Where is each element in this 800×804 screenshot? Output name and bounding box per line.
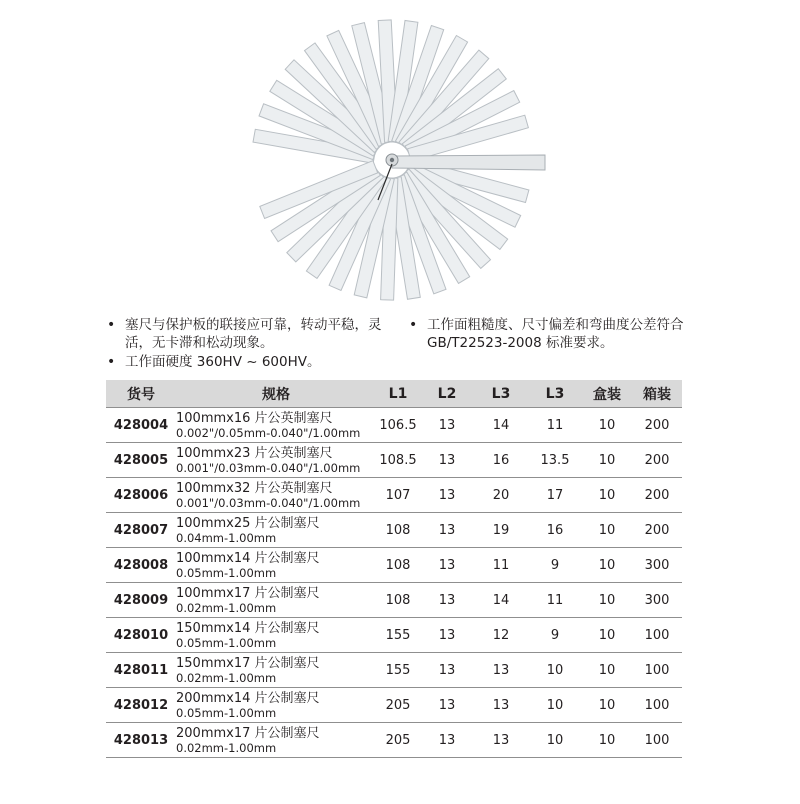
- cell-box: 10: [582, 653, 632, 688]
- header-l1: L1: [376, 380, 420, 408]
- cell-l3: 11: [474, 548, 528, 583]
- cell-l1: 205: [376, 723, 420, 758]
- spec-table: [106, 380, 682, 758]
- cell-l2: 13: [420, 618, 474, 653]
- cell-code: 428009: [106, 583, 176, 618]
- header-spec: 规格: [176, 380, 376, 408]
- cell-box: 10: [582, 478, 632, 513]
- cell-l2: 13: [420, 548, 474, 583]
- cell-carton: 100: [632, 688, 682, 723]
- cell-l2: 13: [420, 688, 474, 723]
- table-row: [106, 548, 682, 583]
- table-row: [106, 478, 682, 513]
- feature-text: 塞尺与保护板的联接应可靠，转动平稳，灵活，无卡滞和松动现象。: [125, 317, 382, 351]
- feeler-gauge-long-blade: [392, 155, 545, 170]
- table-row: [106, 653, 682, 688]
- spec-name: 200mmx17 片公制塞尺: [176, 725, 320, 741]
- table-row: [106, 513, 682, 548]
- cell-box: 10: [582, 548, 632, 583]
- cell-l3: 19: [474, 513, 528, 548]
- cell-l3-second: 9: [528, 548, 582, 583]
- spec-range: 0.002"/0.05mm-0.040"/1.00mm: [176, 425, 361, 440]
- cell-carton: 100: [632, 653, 682, 688]
- cell-spec: [176, 443, 376, 478]
- header-carton: 箱装: [632, 380, 682, 408]
- feature-text: 工作面粗糙度、尺寸偏差和弯曲度公差符合 GB/T22523-2008 标准要求。: [427, 317, 684, 351]
- cell-l3-second: 16: [528, 513, 582, 548]
- cell-l3: 16: [474, 443, 528, 478]
- table-row: [106, 618, 682, 653]
- table-row: [106, 408, 682, 443]
- cell-box: 10: [582, 408, 632, 443]
- cell-spec: [176, 723, 376, 758]
- spec-range: 0.02mm-1.00mm: [176, 670, 277, 685]
- cell-code: 428006: [106, 478, 176, 513]
- spec-range: 0.02mm-1.00mm: [176, 600, 277, 615]
- cell-code: 428010: [106, 618, 176, 653]
- cell-code: 428005: [106, 443, 176, 478]
- cell-carton: 300: [632, 548, 682, 583]
- cell-carton: 200: [632, 408, 682, 443]
- cell-l1: 108.5: [376, 443, 420, 478]
- header-l2: L2: [420, 380, 474, 408]
- table-row: [106, 688, 682, 723]
- feature-item: [409, 316, 709, 352]
- cell-spec: [176, 548, 376, 583]
- spec-name: 200mmx14 片公制塞尺: [176, 690, 320, 706]
- bullet-dot: •: [107, 317, 116, 333]
- spec-range: 0.001"/0.03mm-0.040"/1.00mm: [176, 495, 361, 510]
- table-row: [106, 723, 682, 758]
- cell-box: 10: [582, 443, 632, 478]
- feature-item: [107, 316, 387, 352]
- cell-spec: [176, 688, 376, 723]
- header-box: 盒装: [582, 380, 632, 408]
- cell-box: 10: [582, 688, 632, 723]
- spec-range: 0.05mm-1.00mm: [176, 565, 277, 580]
- bullet-dot: •: [409, 317, 418, 333]
- cell-l1: 155: [376, 618, 420, 653]
- spec-name: 100mmx23 片公英制塞尺: [176, 445, 333, 461]
- cell-l3-second: 17: [528, 478, 582, 513]
- cell-spec: [176, 653, 376, 688]
- cell-l3: 14: [474, 583, 528, 618]
- spec-name: 100mmx16 片公英制塞尺: [176, 410, 333, 426]
- cell-l1: 108: [376, 548, 420, 583]
- cell-l1: 108: [376, 513, 420, 548]
- cell-l3-second: 10: [528, 723, 582, 758]
- cell-code: 428011: [106, 653, 176, 688]
- spec-name: 100mmx14 片公制塞尺: [176, 550, 320, 566]
- table-header-row: [106, 380, 682, 408]
- cell-l2: 13: [420, 513, 474, 548]
- cell-carton: 200: [632, 513, 682, 548]
- cell-l3-second: 11: [528, 583, 582, 618]
- spec-range: 0.001"/0.03mm-0.040"/1.00mm: [176, 460, 361, 475]
- cell-code: 428012: [106, 688, 176, 723]
- cell-l3: 13: [474, 653, 528, 688]
- bullet-dot: •: [107, 354, 116, 370]
- cell-l3-second: 10: [528, 653, 582, 688]
- cell-box: 10: [582, 513, 632, 548]
- cell-l1: 205: [376, 688, 420, 723]
- cell-l2: 13: [420, 478, 474, 513]
- cell-carton: 200: [632, 478, 682, 513]
- cell-l3: 20: [474, 478, 528, 513]
- spec-name: 100mmx32 片公英制塞尺: [176, 480, 333, 496]
- cell-l3-second: 9: [528, 618, 582, 653]
- cell-l3: 14: [474, 408, 528, 443]
- cell-carton: 100: [632, 618, 682, 653]
- cell-l1: 106.5: [376, 408, 420, 443]
- spec-range: 0.04mm-1.00mm: [176, 530, 277, 545]
- table-row: [106, 443, 682, 478]
- cell-l2: 13: [420, 408, 474, 443]
- spec-name: 150mmx14 片公制塞尺: [176, 620, 320, 636]
- cell-code: 428008: [106, 548, 176, 583]
- header-l3-second: L3: [528, 380, 582, 408]
- header-l3: L3: [474, 380, 528, 408]
- cell-l2: 13: [420, 583, 474, 618]
- cell-l3-second: 11: [528, 408, 582, 443]
- spec-range: 0.05mm-1.00mm: [176, 635, 277, 650]
- product-image: [0, 0, 800, 305]
- feature-item: [107, 353, 387, 371]
- feature-text: 工作面硬度 360HV ~ 600HV。: [125, 354, 321, 370]
- cell-box: 10: [582, 618, 632, 653]
- cell-l2: 13: [420, 723, 474, 758]
- cell-l3: 13: [474, 688, 528, 723]
- cell-l1: 155: [376, 653, 420, 688]
- cell-spec: [176, 618, 376, 653]
- cell-spec: [176, 478, 376, 513]
- spec-range: 0.05mm-1.00mm: [176, 705, 277, 720]
- spec-range: 0.02mm-1.00mm: [176, 740, 277, 755]
- cell-l1: 108: [376, 583, 420, 618]
- cell-l1: 107: [376, 478, 420, 513]
- cell-l3-second: 10: [528, 688, 582, 723]
- cell-spec: [176, 513, 376, 548]
- header-code: 货号: [106, 380, 176, 408]
- cell-code: 428004: [106, 408, 176, 443]
- cell-carton: 300: [632, 583, 682, 618]
- cell-code: 428007: [106, 513, 176, 548]
- cell-l3: 12: [474, 618, 528, 653]
- cell-l2: 13: [420, 443, 474, 478]
- cell-box: 10: [582, 723, 632, 758]
- spec-name: 150mmx17 片公制塞尺: [176, 655, 320, 671]
- cell-l3-second: 13.5: [528, 443, 582, 478]
- cell-l2: 13: [420, 653, 474, 688]
- cell-spec: [176, 583, 376, 618]
- cell-code: 428013: [106, 723, 176, 758]
- spec-name: 100mmx17 片公制塞尺: [176, 585, 320, 601]
- cell-spec: [176, 408, 376, 443]
- cell-box: 10: [582, 583, 632, 618]
- table-row: [106, 583, 682, 618]
- cell-l3: 13: [474, 723, 528, 758]
- cell-carton: 200: [632, 443, 682, 478]
- cell-carton: 100: [632, 723, 682, 758]
- spec-name: 100mmx25 片公制塞尺: [176, 515, 320, 531]
